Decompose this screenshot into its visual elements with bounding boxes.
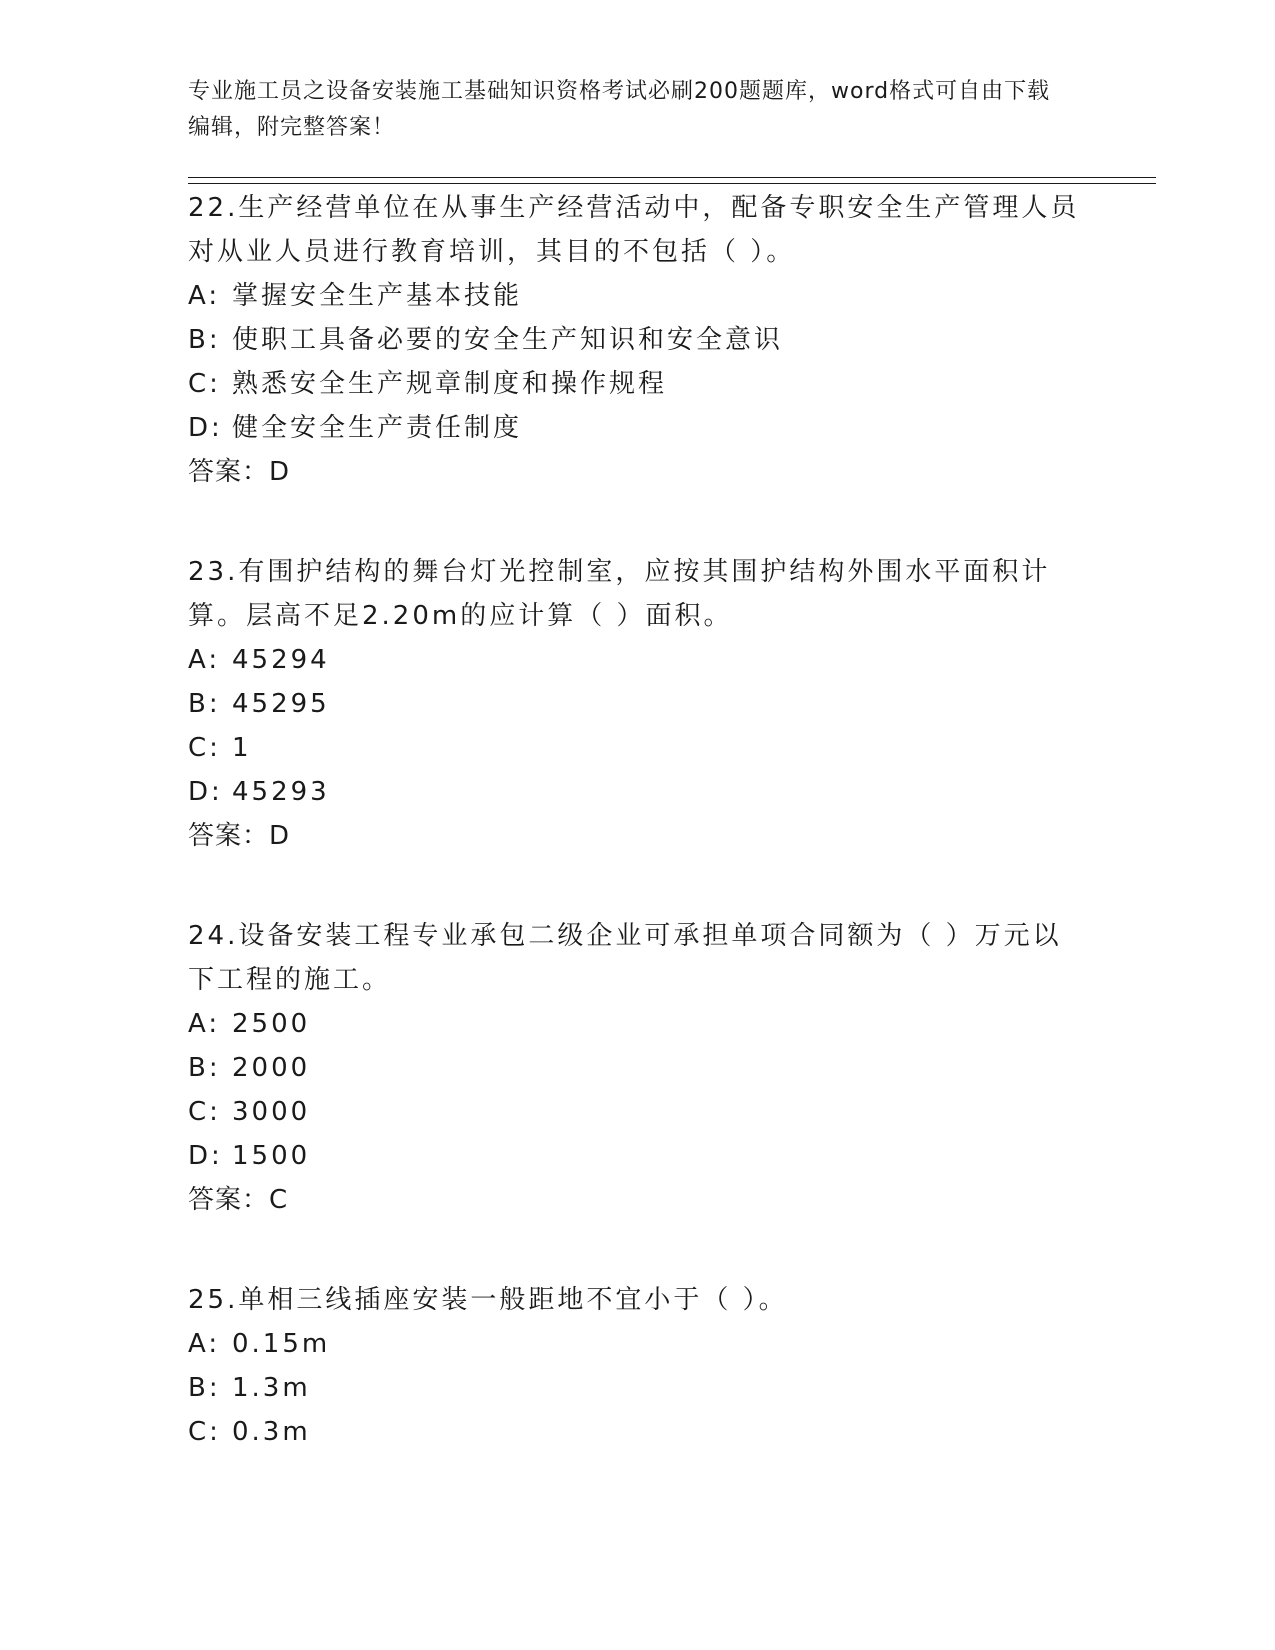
question-24 <box>188 914 1088 1222</box>
option-b <box>188 682 1088 726</box>
option-text: 熟悉安全生产规章制度和操作规程 <box>232 369 668 399</box>
option-d <box>188 770 1088 814</box>
option-letter: D: <box>188 1141 223 1171</box>
option-text: 2500 <box>232 1009 311 1039</box>
option-text: 45293 <box>232 777 330 807</box>
option-c <box>188 1410 1088 1454</box>
option-text: 1 <box>232 733 252 763</box>
question-stem: 22.生产经营单位在从事生产经营活动中，配备专职安全生产管理人员对从业人员进行教育培训，其目的不包括（ ）。 <box>188 193 1080 267</box>
option-c <box>188 362 1088 406</box>
option-a <box>188 274 1088 318</box>
option-letter: A: <box>188 645 221 675</box>
option-a <box>188 1002 1088 1046</box>
option-text: 0.3m <box>232 1417 311 1447</box>
option-letter: B: <box>188 689 221 719</box>
option-b <box>188 318 1088 362</box>
header-divider-top <box>188 177 1156 178</box>
option-text: 3000 <box>232 1097 311 1127</box>
option-letter: B: <box>188 325 221 355</box>
answer-line: 答案：C <box>188 1185 289 1215</box>
option-letter: C: <box>188 369 221 399</box>
question-stem: 24.设备安装工程专业承包二级企业可承担单项合同额为（ ）万元以下工程的施工。 <box>188 921 1062 995</box>
header-divider-bottom <box>188 183 1156 184</box>
option-letter: A: <box>188 1329 221 1359</box>
option-text: 1.3m <box>232 1373 311 1403</box>
option-text: 0.15m <box>232 1329 331 1359</box>
question-stem: 25.单相三线插座安装一般距地不宜小于（ ）。 <box>188 1285 788 1315</box>
option-letter: C: <box>188 733 221 763</box>
option-text: 使职工具备必要的安全生产知识和安全意识 <box>232 325 784 355</box>
option-a <box>188 638 1088 682</box>
option-text: 1500 <box>232 1141 311 1171</box>
question-25 <box>188 1278 1088 1454</box>
option-b <box>188 1366 1088 1410</box>
option-text: 掌握安全生产基本技能 <box>232 281 523 311</box>
option-letter: D: <box>188 413 223 443</box>
question-22 <box>188 186 1088 494</box>
option-letter: C: <box>188 1097 221 1127</box>
option-letter: A: <box>188 281 221 311</box>
option-letter: D: <box>188 777 223 807</box>
option-text: 2000 <box>232 1053 311 1083</box>
option-a <box>188 1322 1088 1366</box>
option-text: 45295 <box>232 689 330 719</box>
question-23 <box>188 550 1088 858</box>
option-text: 45294 <box>232 645 330 675</box>
option-c <box>188 1090 1088 1134</box>
option-letter: B: <box>188 1053 221 1083</box>
option-letter: C: <box>188 1417 221 1447</box>
option-d <box>188 406 1088 450</box>
option-text: 健全安全生产责任制度 <box>232 413 523 443</box>
option-letter: A: <box>188 1009 221 1039</box>
option-letter: B: <box>188 1373 221 1403</box>
option-c <box>188 726 1088 770</box>
option-b <box>188 1046 1088 1090</box>
document-header: 专业施工员之设备安装施工基础知识资格考试必刷200题题库，word格式可自由下载编辑，附完整答案！ <box>188 79 1051 140</box>
answer-line: 答案：D <box>188 457 291 487</box>
question-stem: 23.有围护结构的舞台灯光控制室，应按其围护结构外围水平面积计算。层高不足2.20m的应计算（ ）面积。 <box>188 557 1051 631</box>
option-d <box>188 1134 1088 1178</box>
answer-line: 答案：D <box>188 821 291 851</box>
